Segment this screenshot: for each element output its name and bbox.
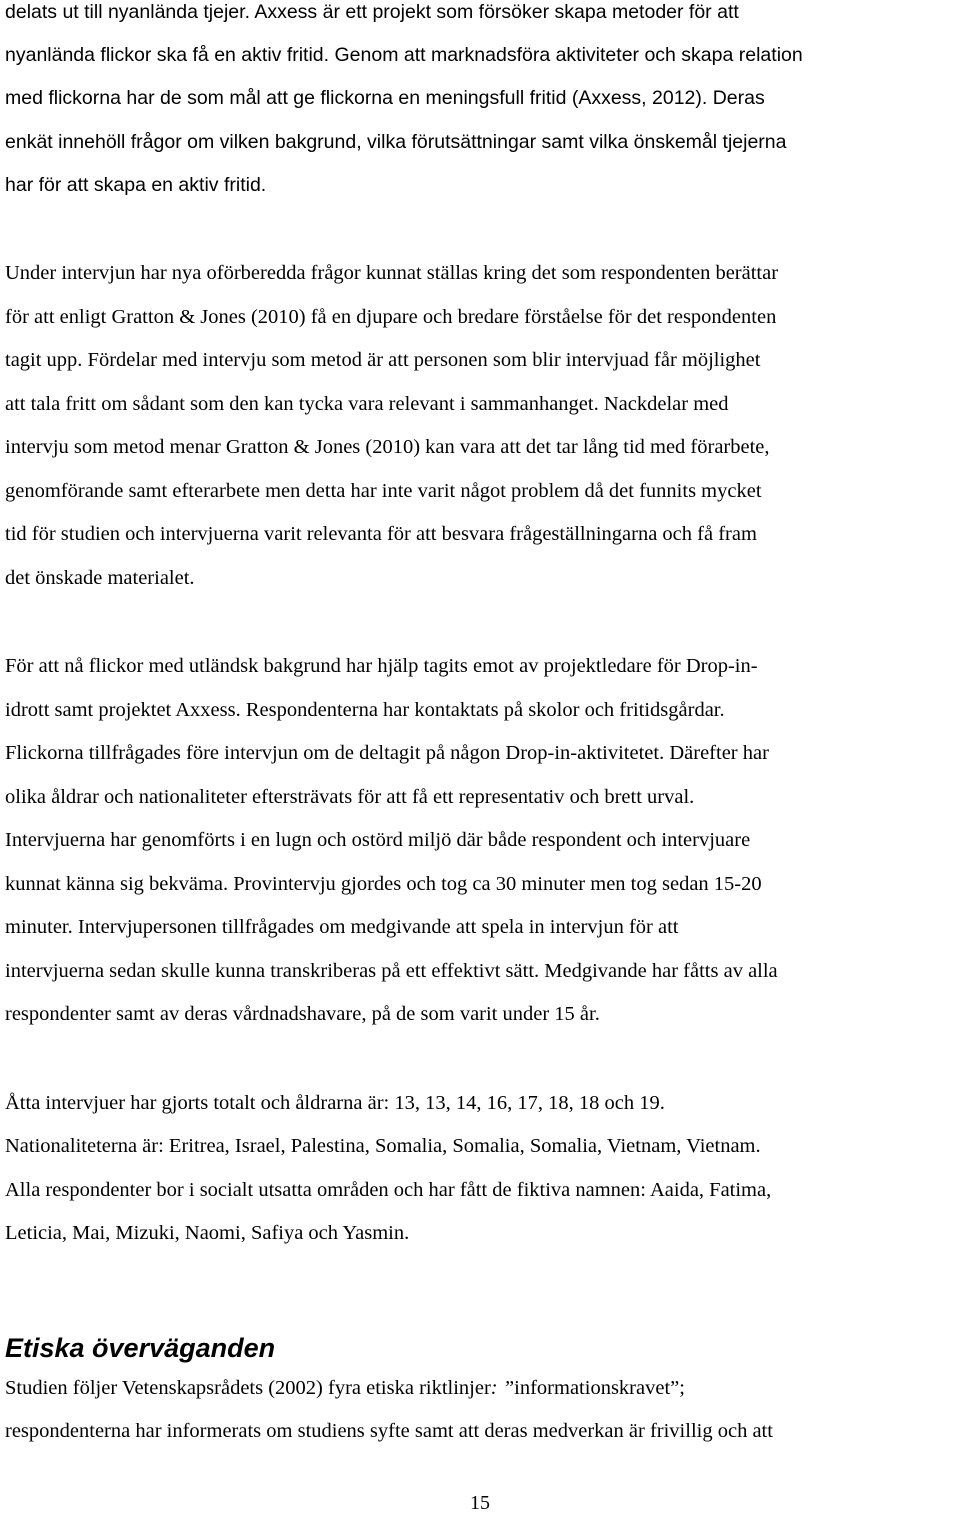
text-line: med flickorna har de som mål att ge flickorna en meningsfull fritid (Axxess, 2012). Deras	[5, 87, 765, 109]
text-line: för att enligt Gratton & Jones (2010) få en djupare och bredare förståelse för det respondenten	[5, 306, 777, 328]
text-segment-italic: : ”	[490, 1377, 515, 1399]
text-segment: informationskravet”;	[514, 1377, 685, 1399]
text-line: det önskade materialet.	[5, 567, 195, 589]
text-line: Under intervjun har nya oförberedda frågor kunnat ställas kring det som respondenten berättar	[5, 262, 779, 284]
page-number: 15	[470, 1492, 490, 1514]
text-segment: Studien följer Vetenskapsrådets (2002) fyra etiska riktlinjer	[5, 1377, 491, 1399]
text-line: tagit upp. Fördelar med intervju som metod är att personen som blir intervjuad får möjlighet	[5, 349, 761, 371]
text-line: olika åldrar och nationaliteter eftersträvats för att få ett representativ och brett urval.	[5, 786, 695, 808]
text-line: intervju som metod menar Gratton & Jones (2010) kan vara att det tar lång tid med förarbete,	[5, 436, 770, 458]
text-line: idrott samt projektet Axxess. Respondenterna har kontaktats på skolor och fritidsgårdar.	[5, 699, 725, 721]
text-line: respondenterna har informerats om studiens syfte samt att deras medverkan är frivillig och att	[5, 1420, 773, 1442]
text-line: nyanlända flickor ska få en aktiv fritid. Genom att marknadsföra aktiviteter och skapa relation	[5, 44, 803, 66]
section-heading: Etiska överväganden	[5, 1333, 276, 1363]
text-line: har för att skapa en aktiv fritid.	[5, 174, 267, 196]
text-line: delats ut till nyanlända tjejer. Axxess är ett projekt som försöker skapa metoder för att	[5, 1, 739, 23]
text-line: Flickorna tillfrågades före intervjun om de deltagit på någon Drop-in-aktivitetet. Därefter har	[5, 742, 769, 764]
text-line: intervjuerna sedan skulle kunna transkriberas på ett effektivt sätt. Medgivande har fåtts av alla	[5, 960, 778, 982]
text-line: minuter. Intervjupersonen tillfrågades om medgivande att spela in intervjun för att	[5, 916, 679, 938]
text-line: Nationaliteterna är: Eritrea, Israel, Palestina, Somalia, Somalia, Somalia, Vietnam, Vietnam.	[5, 1135, 761, 1157]
text-line: enkät innehöll frågor om vilken bakgrund, vilka förutsättningar samt vilka önskemål tjejerna	[5, 131, 787, 153]
text-line: genomförande samt efterarbete men detta har inte varit något problem då det funnits mycket	[5, 480, 762, 502]
text-line: Leticia, Mai, Mizuki, Naomi, Safiya och Yasmin.	[5, 1222, 410, 1244]
text-line: kunnat känna sig bekväma. Provintervju gjordes och tog ca 30 minuter men tog sedan 15-20	[5, 873, 762, 895]
text-line: respondenter samt av deras vårdnadshavare, på de som varit under 15 år.	[5, 1003, 600, 1025]
text-line: Åtta intervjuer har gjorts totalt och åldrarna är: 13, 13, 14, 16, 17, 18, 18 och 19.	[5, 1092, 665, 1114]
text-line: Alla respondenter bor i socialt utsatta områden och har fått de fiktiva namnen: Aaida, Fatima,	[5, 1179, 772, 1201]
text-line: För att nå flickor med utländsk bakgrund har hjälp tagits emot av projektledare för Drop-in-	[5, 655, 758, 677]
text-line: tid för studien och intervjuerna varit relevanta för att besvara frågeställningarna och få fram	[5, 523, 757, 545]
text-line: Intervjuerna har genomförts i en lugn och ostörd miljö där både respondent och intervjuare	[5, 829, 751, 851]
text-line	[5, 1375, 685, 1401]
text-line: att tala fritt om sådant som den kan tycka vara relevant i sammanhanget. Nackdelar med	[5, 393, 729, 415]
